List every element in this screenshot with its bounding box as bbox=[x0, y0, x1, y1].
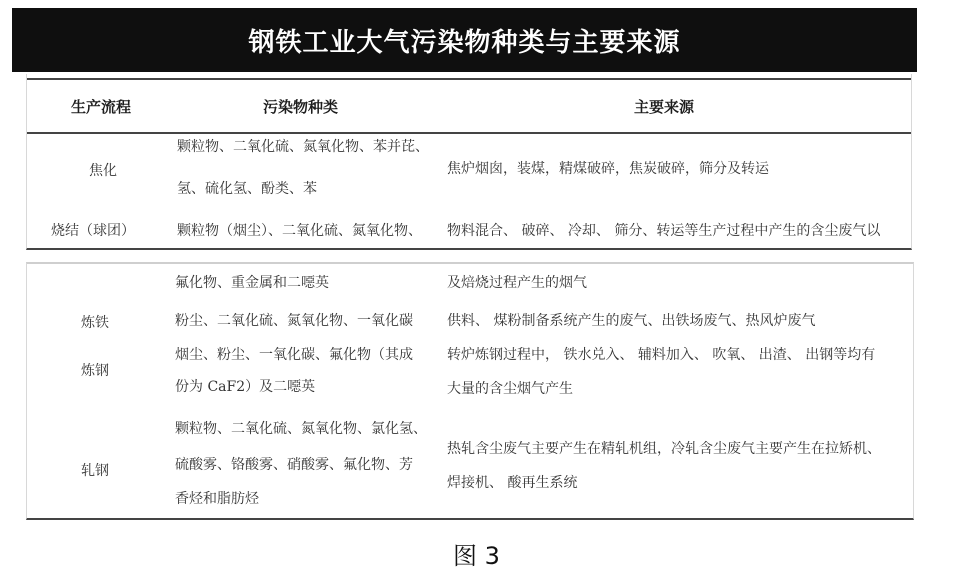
cell-pollutants-coking-line2: 氢、硫化氢、酚类、苯 bbox=[177, 181, 317, 197]
cell-pollutants-sintering-line1: 颗粒物（烟尘）、二氧化硫、氮氧化物、 bbox=[177, 223, 422, 239]
cell-process-rolling: 轧钢 bbox=[81, 463, 109, 479]
cell-sources-steelmaking-line1: 转炉炼钢过程中， 铁水兑入、 辅料加入、 吹氧、 出渣、 出钢等均有 bbox=[447, 347, 876, 363]
header-process: 生产流程 bbox=[71, 98, 132, 116]
cell-sources-sintering-line2: 及焙烧过程产生的烟气 bbox=[447, 275, 587, 291]
cell-sources-rolling-line1: 热轧含尘废气主要产生在精轧机组，冷轧含尘废气主要产生在拉矫机、 bbox=[447, 441, 881, 457]
cell-sources-coking: 焦炉烟囱，装煤，精煤破碎，焦炭破碎，筛分及转运 bbox=[447, 161, 769, 177]
header-sources: 主要来源 bbox=[634, 98, 695, 116]
cell-pollutants-rolling-line2: 硫酸雾、铬酸雾、硝酸雾、氟化物、芳 bbox=[175, 457, 413, 473]
cell-sources-rolling-line2: 焊接机、 酸再生系统 bbox=[447, 475, 578, 491]
cell-sources-ironmaking: 供料、 煤粉制备系统产生的废气、出铁场废气、热风炉废气 bbox=[447, 313, 816, 329]
table-panel-top bbox=[26, 74, 912, 250]
header-pollutants: 污染物种类 bbox=[263, 98, 339, 116]
figure-caption: 图 3 bbox=[453, 542, 500, 570]
table-title: 钢铁工业大气污染物种类与主要来源 bbox=[248, 27, 681, 58]
cell-pollutants-steelmaking-line1: 烟尘、粉尘、一氧化碳、氟化物（其成 bbox=[175, 347, 413, 363]
cell-process-sintering: 烧结（球团） bbox=[51, 223, 135, 239]
table-title-banner bbox=[12, 8, 917, 72]
cell-process-steelmaking: 炼钢 bbox=[81, 363, 109, 379]
cell-pollutants-rolling-line1: 颗粒物、二氧化硫、氮氧化物、氯化氢、 bbox=[175, 421, 427, 437]
cell-process-coking: 焦化 bbox=[89, 163, 117, 179]
table-header-row bbox=[27, 78, 911, 134]
cell-pollutants-coking-line1: 颗粒物、二氧化硫、氮氧化物、苯并芘、 bbox=[177, 139, 429, 155]
cell-pollutants-rolling-line3: 香烃和脂肪烃 bbox=[175, 491, 259, 507]
cell-sources-steelmaking-line2: 大量的含尘烟气产生 bbox=[447, 381, 573, 397]
cell-process-ironmaking: 炼铁 bbox=[81, 315, 109, 331]
cell-sources-sintering-line1: 物料混合、 破碎、 冷却、 筛分、转运等生产过程中产生的含尘废气以 bbox=[447, 223, 881, 239]
cell-pollutants-ironmaking: 粉尘、二氧化硫、氮氧化物、一氧化碳 bbox=[175, 313, 413, 329]
table-panel-bottom bbox=[26, 262, 914, 520]
cell-pollutants-sintering-line2: 氟化物、重金属和二噁英 bbox=[175, 275, 329, 291]
cell-pollutants-steelmaking-line2: 份为 CaF2）及二噁英 bbox=[175, 379, 316, 395]
